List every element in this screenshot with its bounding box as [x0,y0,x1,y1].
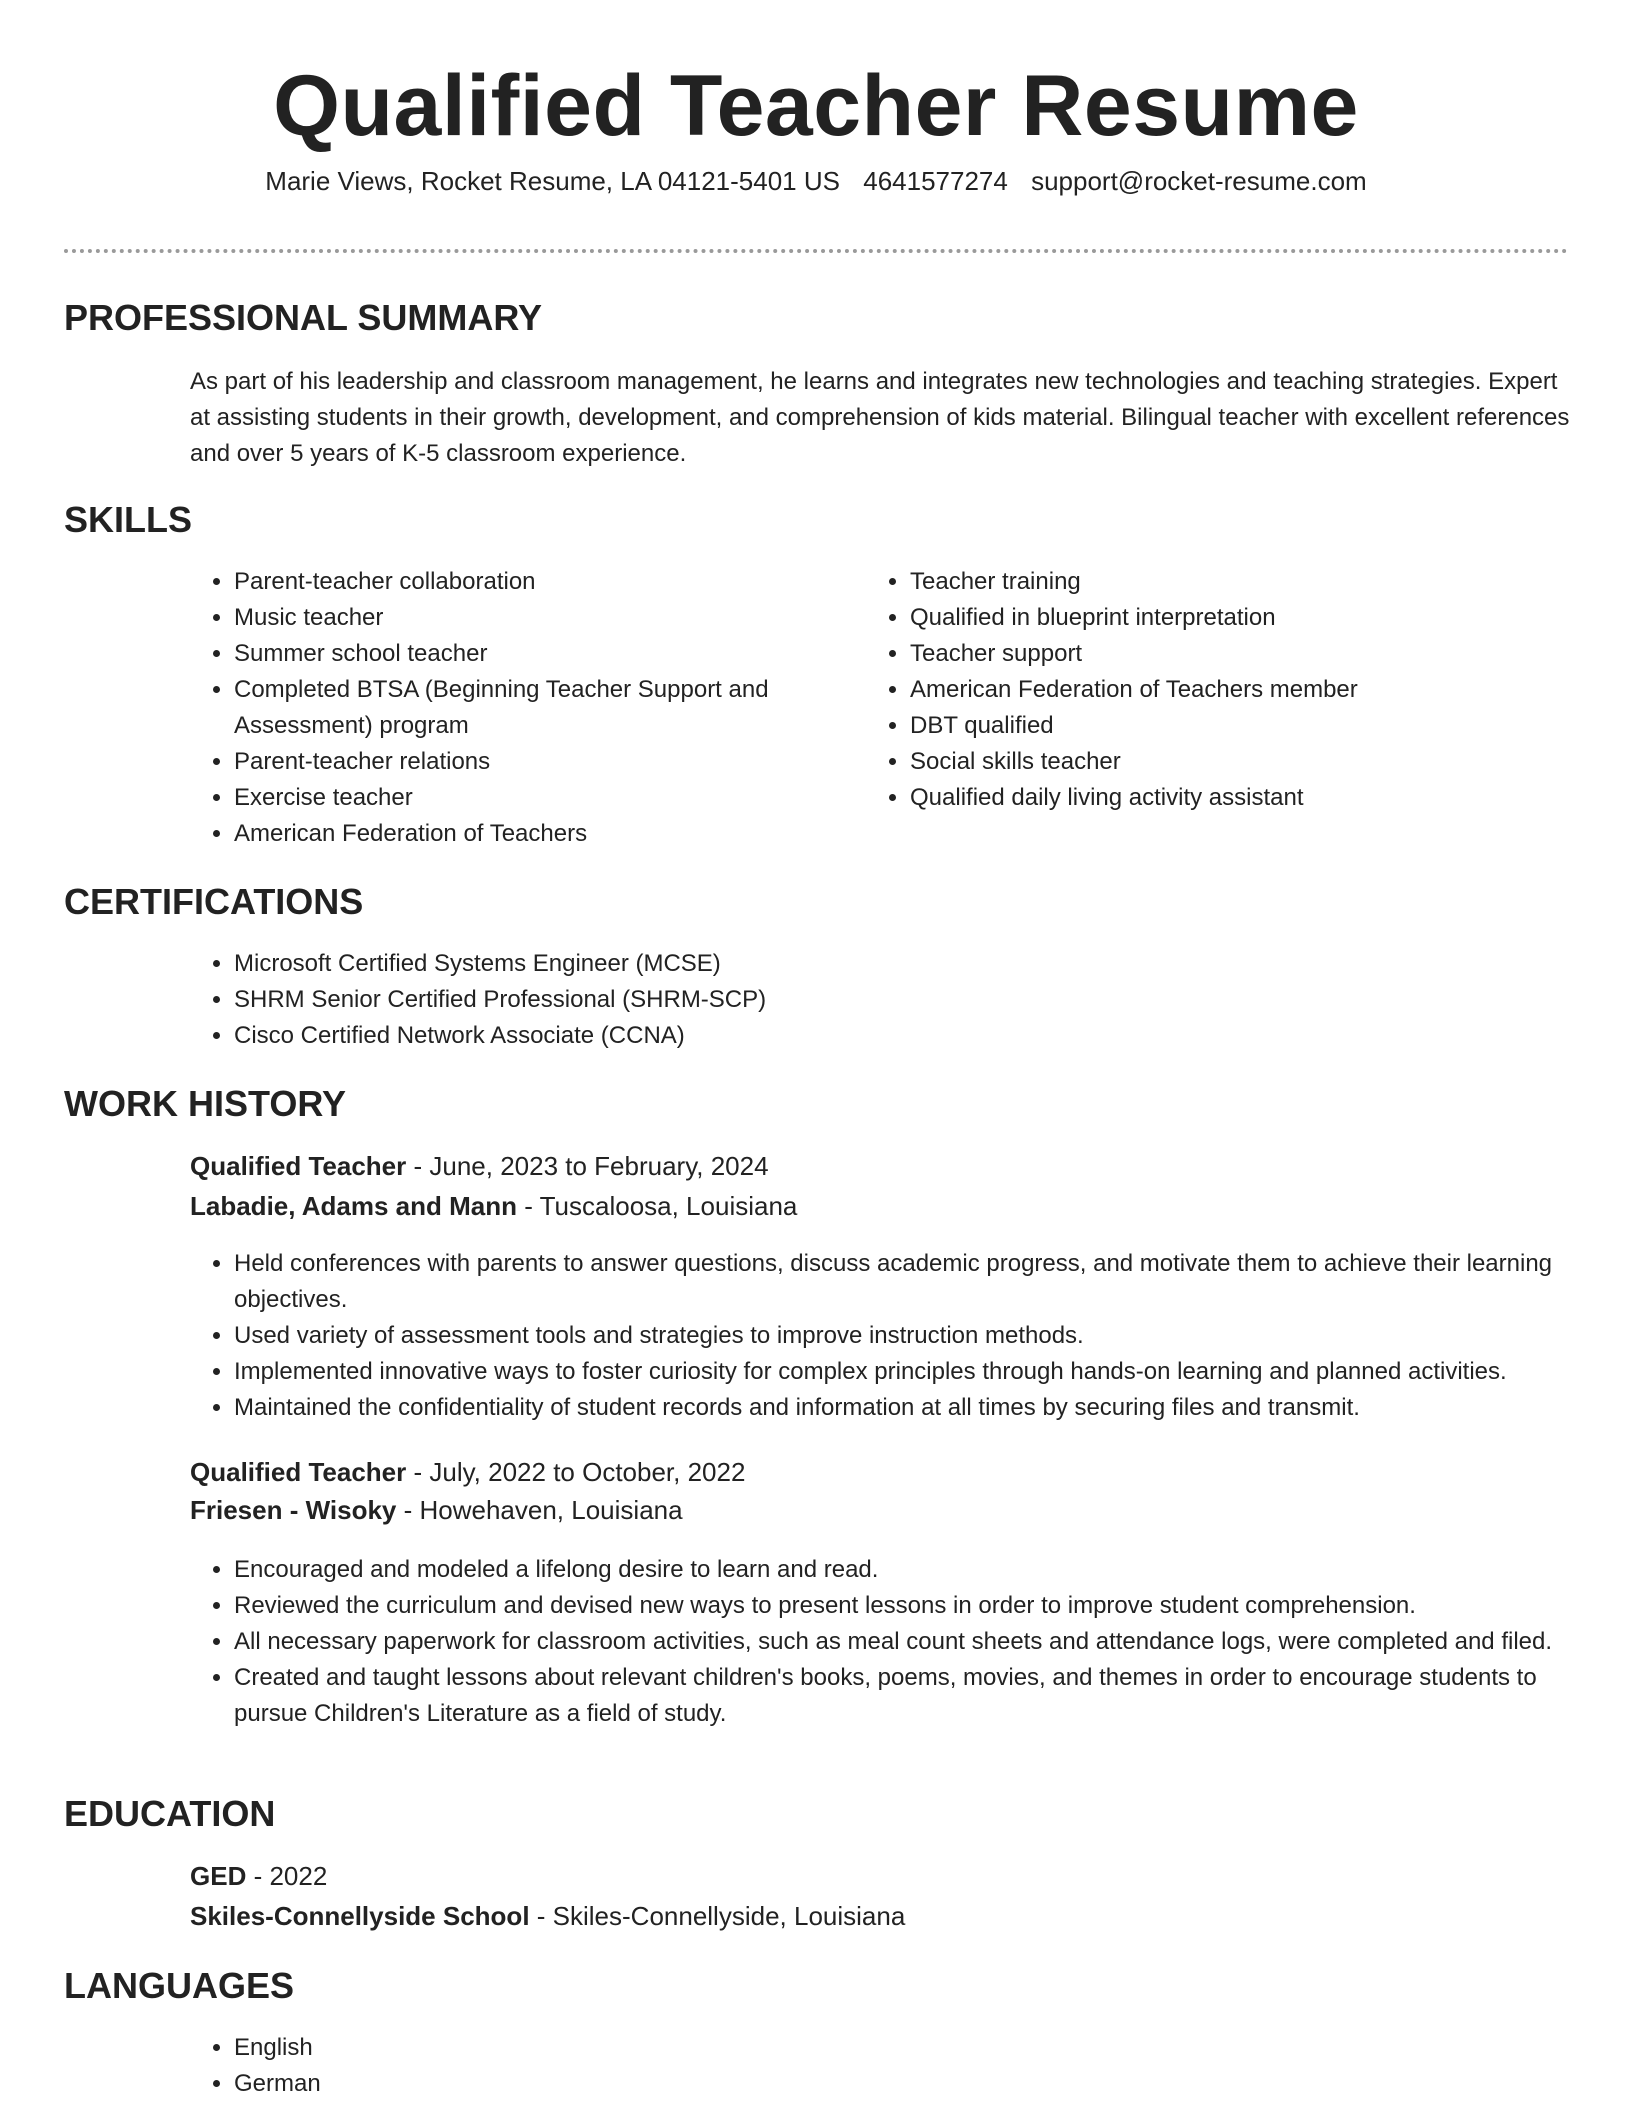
list-item: • Used variety of assessment tools and strategies to improve instruction methods. [234,1318,1624,1354]
job-2-bullets [190,1552,1614,1732]
list-item: • All necessary paperwork for classroom activities, such as meal count sheets and attendance logs, were completed and filed. [234,1624,1614,1660]
list-item: • American Federation of Teachers member [910,672,1610,708]
certifications-heading: CERTIFICATIONS [64,881,364,922]
list-item: • Social skills teacher [910,744,1610,780]
list-item: • Encouraged and modeled a lifelong desire to learn and read. [234,1552,1614,1588]
languages-heading: LANGUAGES [64,1965,295,2006]
contact-line [0,164,1632,198]
contact-phone: 4641577274 [863,166,1008,196]
work-history-heading: WORK HISTORY [64,1083,347,1124]
job-1-title-line [190,1148,769,1184]
job-dates: - July, 2022 to October, 2022 [406,1457,746,1487]
job-location: - Howehaven, Louisiana [396,1495,683,1525]
list-item: • Exercise teacher [234,780,850,816]
job-company: Labadie, Adams and Mann [190,1191,517,1221]
education-heading: EDUCATION [64,1793,276,1834]
list-item: • Implemented innovative ways to foster curiosity for complex principles through hands-on learning and planned activities. [234,1354,1624,1390]
list-item: • Summer school teacher [234,636,850,672]
certifications-list [190,946,1614,1054]
summary-text: As part of his leadership and classroom management, he learns and integrates new technologies and teaching strategies. Expert at assisting students in their growth, development, and comprehension of kids material. Bilingual teacher with excellent references and over 5 years of K-5 classroom experience. [190,368,1570,467]
summary-heading: PROFESSIONAL SUMMARY [64,297,543,338]
list-item: • Teacher training [910,564,1610,600]
list-item: • Parent-teacher relations [234,744,850,780]
job-2-company-line [190,1492,683,1528]
list-item: • Cisco Certified Network Associate (CCNA) [234,1018,1614,1054]
list-item: • German [234,2066,834,2102]
job-1-company-line [190,1188,797,1224]
contact-address: Marie Views, Rocket Resume, LA 04121-5401 US [265,166,840,196]
skills-list-left [190,564,850,852]
list-item: • Parent-teacher collaboration [234,564,850,600]
list-item: • Music teacher [234,600,850,636]
skills-list-right [866,564,1610,816]
list-item: • American Federation of Teachers [234,816,850,852]
job-1-bullets [190,1246,1624,1426]
list-item: • Completed BTSA (Beginning Teacher Support and Assessment) program [234,672,850,744]
education-school: Skiles-Connellyside School [190,1901,530,1931]
job-title: Qualified Teacher [190,1151,407,1181]
job-company: Friesen - Wisoky [190,1495,397,1525]
education-year: - 2022 [246,1861,328,1891]
contact-email: support@rocket-resume.com [1031,166,1367,196]
list-item: • English [234,2030,834,2066]
list-item: • Microsoft Certified Systems Engineer (MCSE) [234,946,1614,982]
job-dates: - June, 2023 to February, 2024 [406,1151,769,1181]
education-degree: GED [190,1861,247,1891]
education-degree-line [190,1858,327,1894]
header-divider [64,249,1568,253]
list-item: • Maintained the confidentiality of student records and information at all times by securing files and transmit. [234,1390,1624,1426]
job-title: Qualified Teacher [190,1457,407,1487]
list-item: • Qualified in blueprint interpretation [910,600,1610,636]
skills-heading: SKILLS [64,499,193,540]
education-school-line [190,1898,905,1934]
list-item: • Held conferences with parents to answer questions, discuss academic progress, and motivate them to achieve their learning objectives. [234,1246,1624,1318]
resume-title: Qualified Teacher Resume [273,58,1359,154]
list-item: • Reviewed the curriculum and devised new ways to present lessons in order to improve student comprehension. [234,1588,1614,1624]
job-location: - Tuscaloosa, Louisiana [516,1191,798,1221]
list-item: • DBT qualified [910,708,1610,744]
list-item: • Created and taught lessons about relevant children's books, poems, movies, and themes in order to encourage students to pursue Children's Literature as a field of study. [234,1660,1614,1732]
job-2-title-line [190,1454,745,1490]
list-item: • SHRM Senior Certified Professional (SHRM-SCP) [234,982,1614,1018]
list-item: • Qualified daily living activity assistant [910,780,1610,816]
languages-list [190,2030,834,2102]
list-item: • Teacher support [910,636,1610,672]
education-location: - Skiles-Connellyside, Louisiana [529,1901,906,1931]
